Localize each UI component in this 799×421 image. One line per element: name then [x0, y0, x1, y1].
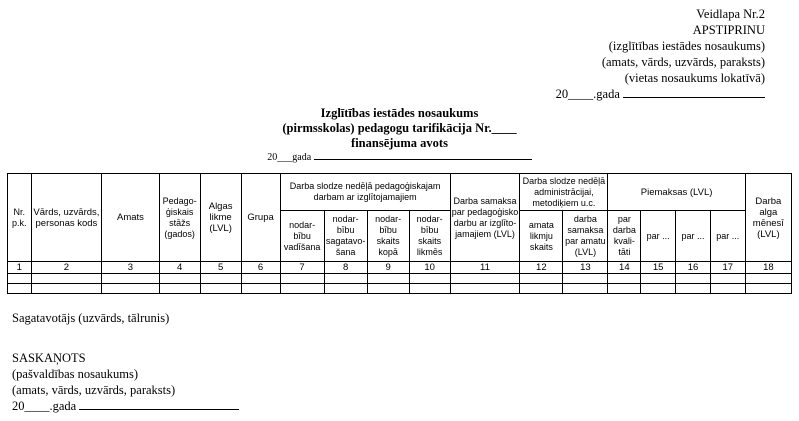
agreed-date-line [79, 398, 239, 410]
column-number-row [8, 262, 792, 274]
header-workload-admin: Darba slodze nedēļā administrācijai, metodiķiem u.c. [520, 174, 608, 211]
agreed-title: SASKAŅOTS [12, 351, 86, 365]
table-cell[interactable] [608, 274, 641, 284]
header-workload-children: Darba slodze nedēļā pedagoģiskajam darbam ar izglītojamajiem [280, 174, 450, 211]
table-cell[interactable] [641, 284, 676, 294]
table-cell[interactable] [520, 274, 563, 284]
preparer-label: Sagatavotājs (uzvārds, tālrunis) [12, 311, 170, 325]
table-cell[interactable] [745, 284, 791, 294]
position-caption: (amats, vārds, uzvārds, paraksts) [601, 55, 765, 69]
agreed-block [12, 350, 239, 414]
header-bonus-other-1: par ... [641, 211, 676, 262]
column-number: 15 [641, 262, 676, 274]
table-cell[interactable] [409, 284, 450, 294]
table-cell[interactable] [676, 274, 711, 284]
table-cell[interactable] [367, 274, 409, 284]
header-experience: Pedago-ģiskais stāžs (gados) [159, 174, 200, 262]
approval-date-line [623, 86, 765, 98]
column-number: 8 [324, 262, 367, 274]
column-number: 13 [563, 262, 608, 274]
table-cell[interactable] [31, 284, 102, 294]
header-monthly-salary: Darba alga mēnesī (LVL) [745, 174, 791, 262]
column-number: 7 [280, 262, 324, 274]
column-number: 3 [102, 262, 159, 274]
table-cell[interactable] [280, 274, 324, 284]
tarification-table [7, 173, 792, 294]
table-cell[interactable] [450, 274, 520, 284]
document-title [0, 106, 799, 151]
header-bonus-other-3: par ... [710, 211, 745, 262]
table-cell[interactable] [241, 274, 280, 284]
header-nr: Nr. p.k. [8, 174, 32, 262]
table-cell[interactable] [31, 274, 102, 284]
year-line-blank [314, 150, 532, 160]
approval-block [556, 6, 765, 102]
place-caption: (vietas nosaukums lokatīvā) [624, 71, 765, 85]
column-number: 6 [241, 262, 280, 274]
table-cell[interactable] [280, 284, 324, 294]
institution-caption: (izglītības iestādes nosaukums) [608, 39, 765, 53]
table-cell[interactable] [450, 284, 520, 294]
table-row [8, 284, 792, 294]
table-cell[interactable] [8, 274, 32, 284]
table-cell[interactable] [710, 274, 745, 284]
table-cell[interactable] [563, 284, 608, 294]
form-number: Veidlapa Nr.2 [696, 7, 765, 21]
table-cell[interactable] [367, 284, 409, 294]
header-bonus-other-2: par ... [676, 211, 711, 262]
table-cell[interactable] [159, 274, 200, 284]
column-number: 16 [676, 262, 711, 274]
column-number: 18 [745, 262, 791, 274]
title-institution: Izglītības iestādes nosaukums [320, 106, 479, 120]
table-cell[interactable] [8, 284, 32, 294]
table-cell[interactable] [641, 274, 676, 284]
approve-label: APSTIPRINU [692, 23, 765, 37]
table-cell[interactable] [745, 274, 791, 284]
table-cell[interactable] [676, 284, 711, 294]
header-wa-pay: darba samaksa par amatu (LVL) [563, 211, 608, 262]
agreed-date: 20____.gada [12, 398, 239, 414]
table-cell[interactable] [102, 284, 159, 294]
title-funding: finansējuma avots [351, 136, 448, 150]
column-number: 14 [608, 262, 641, 274]
title-tarification: (pirmsskolas) pedagogu tarifikācija Nr.____ [282, 121, 517, 135]
header-salary-rate: Algas likme (LVL) [200, 174, 241, 262]
column-number: 9 [367, 262, 409, 274]
column-number: 17 [710, 262, 745, 274]
header-bonuses: Piemaksas (LVL) [608, 174, 745, 211]
column-number: 4 [159, 262, 200, 274]
column-number: 10 [409, 262, 450, 274]
header-bonus-quality: par darba kvali-tāti [608, 211, 641, 262]
column-number: 1 [8, 262, 32, 274]
year-line: 20___gada [0, 150, 799, 163]
header-wl-total: nodar-bību skaits kopā [367, 211, 409, 262]
table-cell[interactable] [200, 274, 241, 284]
table-cell[interactable] [241, 284, 280, 294]
table-cell[interactable] [102, 274, 159, 284]
header-position: Amats [102, 174, 159, 262]
header-group: Grupa [241, 174, 280, 262]
header-wa-rate: amata likmju skaits [520, 211, 563, 262]
header-wl-lessons: nodar-bību vadīšana [280, 211, 324, 262]
municipality-caption: (pašvaldības nosaukums) [12, 367, 139, 381]
column-number: 12 [520, 262, 563, 274]
column-number: 2 [31, 262, 102, 274]
header-wl-rate: nodar-bību skaits likmēs [409, 211, 450, 262]
table-cell[interactable] [324, 274, 367, 284]
header-pay-children: Darba samaksa par pedagoģisko darbu ar izglīto-jamajiem (LVL) [450, 174, 520, 262]
table-cell[interactable] [409, 274, 450, 284]
table-cell[interactable] [608, 284, 641, 294]
table-cell[interactable] [159, 284, 200, 294]
table-cell[interactable] [200, 284, 241, 294]
agreed-position-caption: (amats, vārds, uzvārds, paraksts) [12, 383, 176, 397]
table-row [8, 274, 792, 284]
header-name: Vārds, uzvārds, personas kods [31, 174, 102, 262]
table-cell[interactable] [710, 284, 745, 294]
column-number: 5 [200, 262, 241, 274]
table-cell[interactable] [520, 284, 563, 294]
approval-date: 20____.gada [556, 86, 765, 102]
table-cell[interactable] [563, 274, 608, 284]
table-cell[interactable] [324, 284, 367, 294]
header-wl-prep: nodar-bību sagatavo-šana [324, 211, 367, 262]
column-number: 11 [450, 262, 520, 274]
